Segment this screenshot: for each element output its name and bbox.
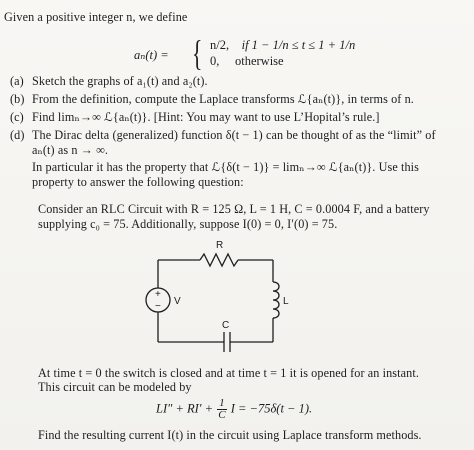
part-d-text-3: In particular it has the property that ℒ{δ(t − 1)} = limₙ→∞ ℒ{aₙ(t)}. Use this [32,160,420,174]
resistor-symbol [200,254,238,266]
resistor-label: R [216,240,224,251]
model-equation [156,398,312,421]
part-d-text-1: The Dirac delta (generalized) function δ(t − 1) can be thought of as the “limit” of [32,128,436,142]
part-c [10,110,380,124]
capacitor-label: C [222,320,230,331]
model-equation-fraction [217,398,226,421]
part-a-label: (a) [10,74,24,88]
rlc-text-1: Consider an RLC Circuit with R = 125 Ω, L = 1 H, C = 0.0004 F, and a battery [38,202,430,216]
switch-text-1: At time t = 0 the switch is closed and at time t = 1 it is opened for an instant. [38,366,419,380]
piece-1-value: n/2, [210,38,230,52]
definition-piece-2 [210,54,284,69]
part-d-text-2: aₙ(t) as n → ∞. [32,143,109,157]
piece-2-value: 0, [210,54,220,68]
model-equation-rhs: I = −75δ(t − 1). [230,401,313,416]
definition-brace: { [192,33,203,73]
rlc-text-2: supplying c₀ = 75. Additionally, suppose I(0) = 0, I′(0) = 75. [38,217,338,231]
part-b-text: From the definition, compute the Laplace transforms ℒ{aₙ(t)}, in terms of n. [32,92,414,106]
inductor-label: L [283,296,289,307]
source-plus-sign: + [155,289,161,300]
fraction-numerator: 1 [219,397,225,409]
final-instruction: Find the resulting current I(t) in the circuit using Laplace transform methods. [38,428,422,442]
part-c-text: Find limₙ→∞ ℒ{aₙ(t)}. [Hint: You may want to use L’Hopital’s rule.] [32,110,380,124]
model-equation-lhs: LI″ + RI′ + [156,401,214,416]
part-d-label: (d) [10,128,25,142]
voltage-source-label: V [174,296,181,307]
part-a-text: Sketch the graphs of a₁(t) and a₂(t). [32,74,208,88]
rlc-circuit-diagram [138,238,298,362]
source-minus-sign: − [155,301,161,312]
intro-text: Given a positive integer n, we define [4,10,188,24]
inductor-symbol [273,282,279,318]
part-b [10,92,414,106]
part-d [10,128,436,142]
switch-text-2: This circuit can be modeled by [38,380,192,394]
piece-2-condition: otherwise [235,54,284,68]
definition-lhs: aₙ(t) = [134,48,169,62]
part-d-text-4: property to answer the following question: [32,175,244,189]
part-b-label: (b) [10,92,25,106]
part-a [10,74,208,88]
definition-piece-1 [210,38,355,53]
part-c-label: (c) [10,110,24,124]
piece-1-condition: if 1 − 1/n ≤ t ≤ 1 + 1/n [241,38,356,52]
fraction-denominator: C [218,409,226,421]
